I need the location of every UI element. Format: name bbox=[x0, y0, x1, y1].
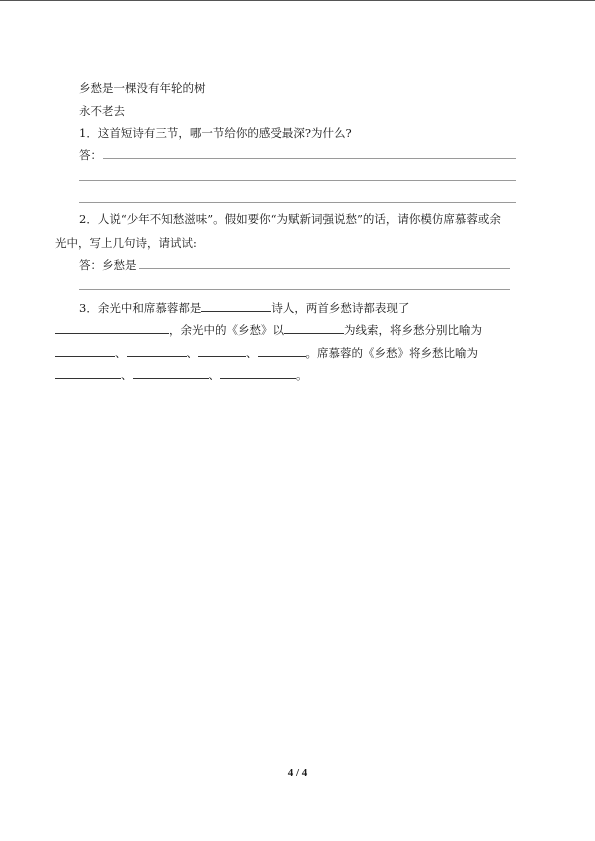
separator: 、 bbox=[208, 368, 220, 382]
poem-line: 乡愁是一棵没有年轮的树 bbox=[79, 81, 206, 95]
question-3-line-1 bbox=[79, 300, 409, 315]
question-3-text: 诗人，两首乡愁诗都表现了 bbox=[271, 301, 410, 315]
poem-line: 永不老去 bbox=[79, 104, 125, 118]
header-rule bbox=[0, 0, 595, 1]
fill-blank[interactable] bbox=[220, 367, 296, 379]
fill-blank[interactable] bbox=[127, 345, 187, 357]
page-number: 4 / 4 bbox=[287, 767, 308, 779]
separator: 、 bbox=[115, 346, 127, 360]
question-2: 2．人说“少年不知愁滋味”。假如要你“为赋新词强说愁”的话，请你模仿席慕蓉或余 bbox=[79, 212, 501, 226]
fill-blank[interactable] bbox=[55, 345, 115, 357]
answer-line[interactable] bbox=[79, 180, 516, 181]
separator: 、 bbox=[121, 368, 133, 382]
question-3-text: ，余光中的《乡愁》以 bbox=[169, 323, 284, 337]
fill-blank[interactable] bbox=[55, 367, 121, 379]
question-3-line-2 bbox=[55, 322, 482, 337]
fill-blank[interactable] bbox=[133, 367, 209, 379]
period: 。 bbox=[296, 368, 308, 382]
answer-line[interactable] bbox=[103, 158, 516, 159]
fill-blank[interactable] bbox=[258, 345, 306, 357]
question-3-line-4 bbox=[55, 367, 308, 382]
question-2-continued: 光中，写上几句诗，请试试: bbox=[55, 236, 197, 250]
fill-blank[interactable] bbox=[55, 322, 169, 334]
question-3-text: 。席慕蓉的《乡愁》将乡愁比喻为 bbox=[305, 346, 478, 360]
question-3-text: 为线索，将乡愁分别比喻为 bbox=[344, 323, 482, 337]
separator: 、 bbox=[186, 346, 198, 360]
answer-label: 答：乡愁是 bbox=[79, 258, 137, 272]
answer-label: 答： bbox=[79, 148, 102, 162]
answer-line[interactable] bbox=[79, 202, 516, 203]
fill-blank[interactable] bbox=[284, 322, 344, 334]
fill-blank[interactable] bbox=[198, 345, 246, 357]
separator: 、 bbox=[246, 346, 258, 360]
question-1: 1．这首短诗有三节，哪一节给你的感受最深?为什么? bbox=[79, 126, 352, 140]
answer-line[interactable] bbox=[79, 289, 510, 290]
question-3-text: 3．余光中和席慕蓉都是 bbox=[79, 301, 202, 315]
question-3-line-3 bbox=[55, 345, 478, 360]
answer-line[interactable] bbox=[139, 268, 510, 269]
fill-blank[interactable] bbox=[201, 300, 271, 312]
